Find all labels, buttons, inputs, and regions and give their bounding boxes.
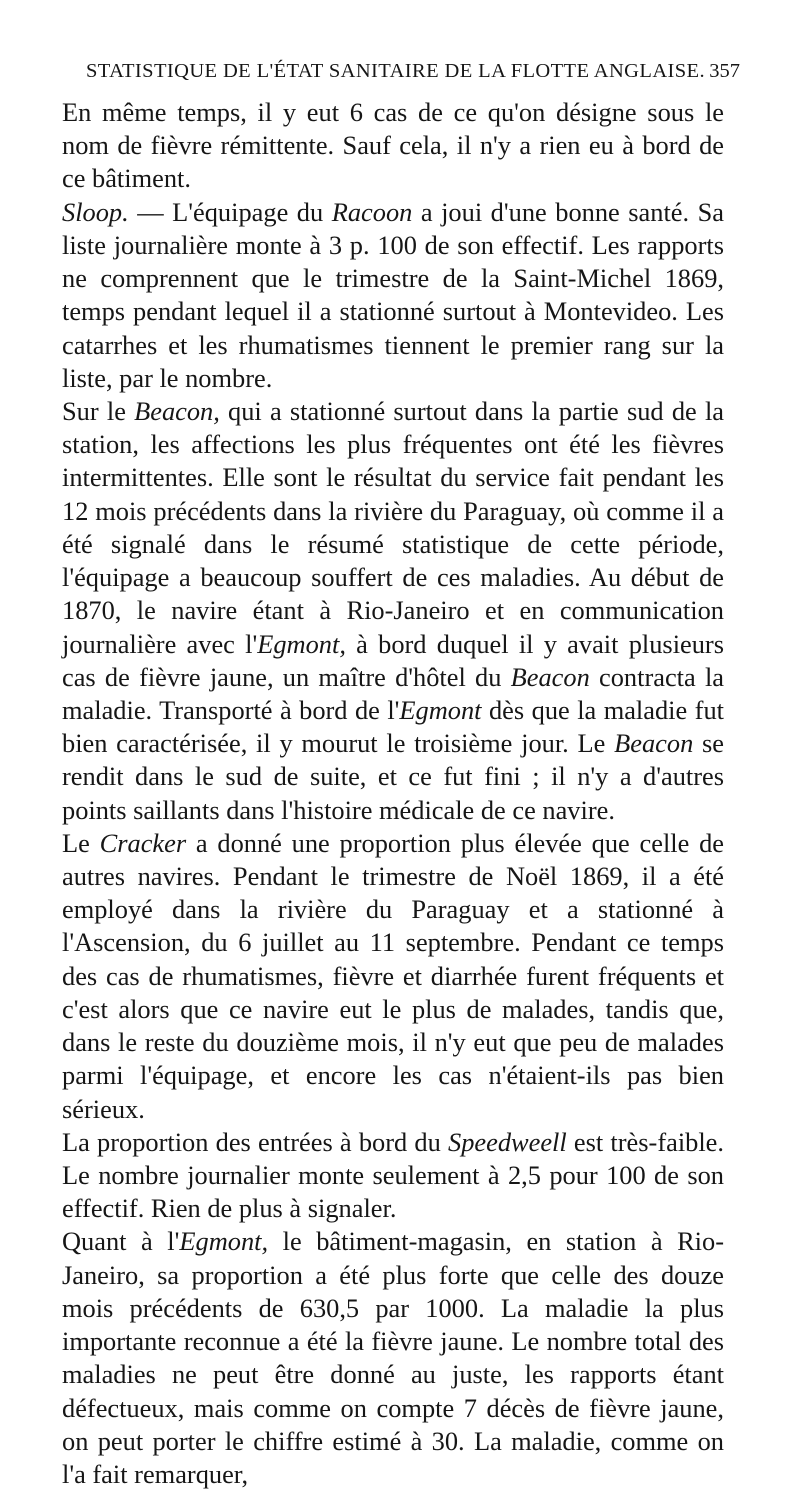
page-number: 357 [709, 60, 740, 82]
text-run: a donné une proportion plus élevée que celle de autres navires. Pendant le trimestre de Noël 1869, il a été employé dans la rivière du Paraguay et a stationné à l'Ascension, du 6 juillet au 11 septembre. Pendant ce temps des cas de rhumatismes, fièvre et diarrhée furent fréquents et c'est alors que ce navire eut le plus de malades, tandis que, dans le reste du douzième mois, il n'y eut que peu de malades parmi l'équipage, et encore les cas n'étaient-ils pas bien sérieux. [62, 827, 725, 1124]
text-run: Sur le [62, 395, 135, 426]
text-run: contracta la maladie. Transporté à bord de l' [62, 661, 724, 725]
text-run: La proportion des entrées à bord du [62, 1126, 448, 1157]
body-text [62, 96, 724, 1491]
paragraph [62, 395, 724, 827]
text-run: est très-faible. Le nombre journalier monte seulement à 2,5 pour 100 de son effectif. Rien de plus à signaler. [62, 1126, 724, 1224]
italic-text: Cracker [99, 827, 187, 858]
paragraph [62, 196, 724, 395]
text-run: — L'équipage du [128, 196, 332, 227]
text-run: qui a stationné surtout dans la partie sud de la station, les affections les plus fréquentes ont été les fièvres intermittentes. Elle sont le résultat du service fait pendant les 12 mois précédents dans la rivière du Paraguay, où comme il a été signalé dans le résumé statistique de cette période, l'équipage a beaucoup souffert de ces maladies. Au début de 1870, le navire étant à Rio-Janeiro et en communication journalière avec l' [62, 395, 724, 659]
italic-text: Beacon [510, 661, 590, 692]
paragraph [62, 1225, 724, 1491]
italic-text: Egmont [399, 694, 482, 725]
italic-text: Egmont, [257, 628, 346, 659]
italic-text: Beacon, [134, 395, 220, 426]
text-run: Le [62, 827, 100, 858]
italic-text: Egmont, [179, 1226, 269, 1257]
running-title: STATISTIQUE DE L'ÉTAT SANITAIRE DE LA FLOTTE ANGLAISE. [86, 60, 705, 82]
italic-text: Racoon [331, 196, 413, 227]
italic-text: Sloop. [62, 196, 129, 227]
text-run: Quant à l' [62, 1226, 180, 1257]
italic-text: Beacon [614, 728, 694, 759]
text-run: se rendit dans le sud de suite, et ce fut fini ; il n'y a d'autres points saillants dans l'histoire médicale de ce navire. [62, 728, 724, 825]
paragraph [62, 1126, 724, 1226]
running-header [62, 60, 740, 88]
text-run: a joui d'une bonne santé. Sa liste journalière monte à 3 p. 100 de son effectif. Les rapports ne comprennent que le trimestre de la Saint-Michel 1869, temps pendant lequel il a stationné surtout à Montevideo. Les catarrhes et les rhumatismes tiennent le premier rang sur la liste, par le nombre. [62, 196, 724, 393]
paragraph [62, 827, 724, 1126]
text-run: à bord duquel il y avait plusieurs cas de fièvre jaune, un maître d'hôtel du [62, 628, 724, 692]
paragraph [62, 96, 724, 196]
text-run: En même temps, il y eut 6 cas de ce qu'on désigne sous le nom de fièvre rémittente. Sauf cela, il n'y a rien eu à bord de ce bâtiment. [62, 97, 724, 194]
text-run: dès que la maladie fut bien caractérisée, il y mourut le troisième jour. Le [62, 694, 724, 759]
text-run: le bâtiment-magasin, en station à Rio-Janeiro, sa proportion a été plus forte que celle des douze mois précédents de 630,5 par 1000. La maladie la plus importante reconnue a été la fièvre jaune. Le nombre total des maladies ne peut être donné au juste, les rapports étant défectueux, mais comme on compte 7 décès de fièvre jaune, on peut porter le chiffre estimé à 30. La maladie, comme on l'a fait remarquer, [62, 1226, 724, 1489]
italic-text: Speedweell [448, 1126, 567, 1157]
